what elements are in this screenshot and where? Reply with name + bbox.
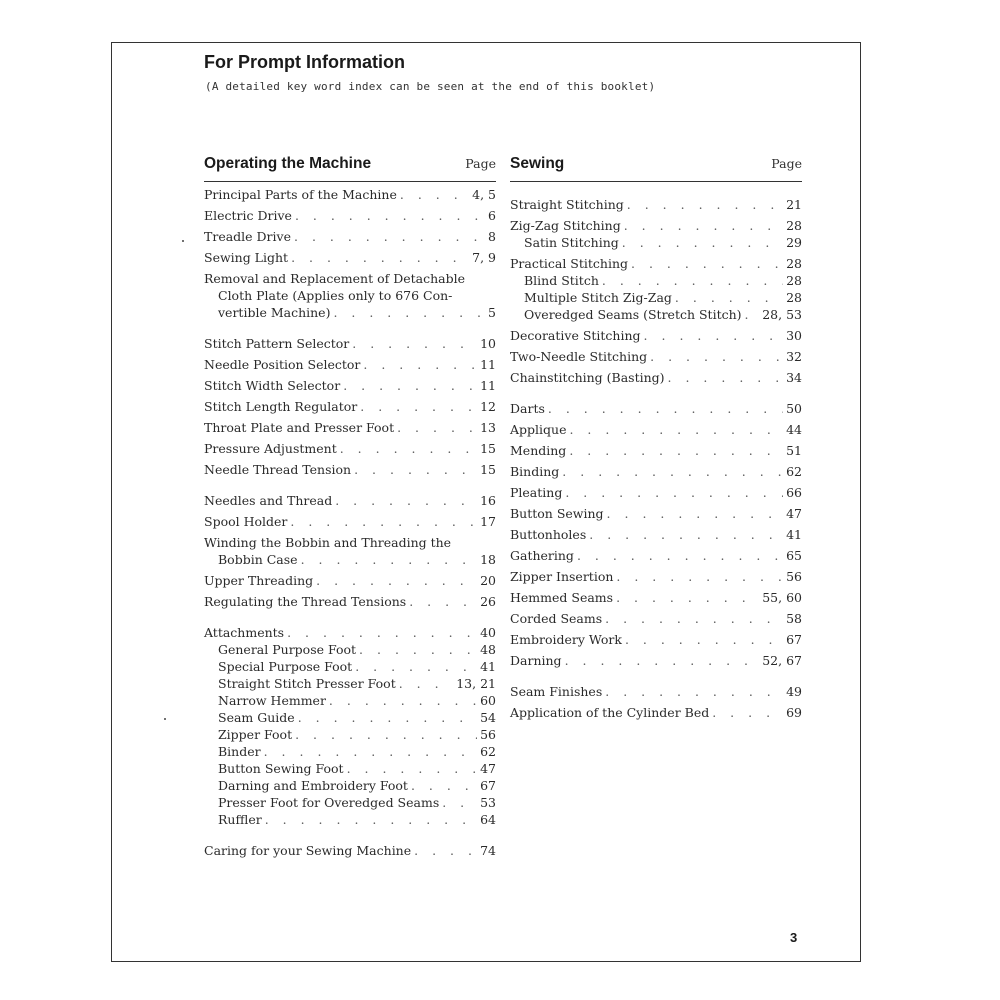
toc-entry	[204, 760, 496, 777]
toc-entry	[510, 306, 802, 323]
dot-leader	[340, 440, 477, 457]
toc-entry-line: Removal and Replacement of Detachable	[204, 271, 466, 286]
toc-entry-page: 52, 67	[762, 653, 802, 668]
toc-entry	[510, 272, 802, 289]
toc-entry	[510, 217, 802, 234]
toc-entry-page: 40	[480, 625, 496, 640]
toc-entry-title: Zipper Foot	[218, 727, 293, 742]
toc-entry	[204, 419, 496, 436]
toc-entry-line: Cloth Plate (Applies only to 676 Con-	[218, 288, 453, 303]
dot-leader	[301, 551, 478, 568]
toc-entry-title: Practical Stitching	[510, 256, 628, 271]
toc-entry-title: Treadle Drive	[204, 229, 291, 244]
toc-entry-page: 13, 21	[456, 676, 496, 691]
toc-entry-page: 54	[480, 710, 496, 725]
toc-entry	[204, 186, 496, 203]
toc-entry	[204, 811, 496, 828]
toc-entry	[510, 369, 802, 386]
dot-leader	[607, 505, 784, 522]
toc-entry-title: Two-Needle Stitching	[510, 349, 648, 364]
toc-entry-title: Button Sewing Foot	[218, 761, 344, 776]
dot-leader	[287, 624, 477, 641]
toc-entry-title: Pleating	[510, 485, 563, 500]
toc-entry-title: Zig-Zag Stitching	[510, 218, 621, 233]
toc-entry-title: Needle Thread Tension	[204, 462, 352, 477]
toc-entry-page: 49	[786, 684, 802, 699]
toc-entry-title: Hemmed Seams	[510, 590, 614, 605]
dot-leader	[625, 631, 783, 648]
toc-entry-title: Ruffler	[218, 812, 262, 827]
toc-entry	[510, 484, 802, 501]
dot-leader	[712, 704, 783, 721]
toc-entry-page: 56	[786, 569, 802, 584]
toc-entry-page: 15	[480, 462, 496, 477]
toc-entry-page: 10	[480, 336, 496, 351]
dot-leader	[360, 398, 477, 415]
toc-entry-title: Stitch Length Regulator	[204, 399, 358, 414]
toc-column-operating	[204, 155, 496, 859]
toc-entry-page: 28	[786, 256, 802, 271]
section-heading: Sewing	[510, 155, 565, 172]
dot-leader	[577, 547, 783, 564]
toc-entry	[204, 228, 496, 245]
toc-entry-page: 17	[480, 514, 496, 529]
toc-entry-title: Binder	[218, 744, 261, 759]
toc-entry	[204, 624, 496, 641]
dot-leader	[397, 419, 477, 436]
toc-entry-page: 6	[488, 208, 496, 223]
toc-entry-page: 66	[786, 485, 802, 500]
toc-column-sewing	[510, 155, 802, 721]
toc-entry-line: Winding the Bobbin and Threading the	[204, 535, 452, 550]
toc-entry	[510, 704, 802, 721]
toc-entry-title: vertible Machine)	[218, 305, 331, 320]
toc-entry	[204, 398, 496, 415]
toc-entry-line	[204, 304, 496, 321]
toc-entry	[510, 610, 802, 627]
dot-leader	[602, 272, 783, 289]
dot-leader	[399, 675, 454, 692]
toc-entry	[204, 207, 496, 224]
toc-entry	[510, 400, 802, 417]
dot-leader	[355, 658, 477, 675]
toc-entry	[510, 526, 802, 543]
dot-leader	[298, 709, 477, 726]
toc-entry	[510, 652, 802, 669]
toc-entry	[510, 589, 802, 606]
toc-entry-page: 20	[480, 573, 496, 588]
toc-entry-title: Applique	[510, 422, 567, 437]
toc-list	[204, 186, 496, 859]
dot-leader	[548, 400, 783, 417]
dot-leader	[363, 356, 477, 373]
section-heading: Operating the Machine	[204, 155, 372, 172]
toc-entry	[204, 534, 496, 568]
toc-entry	[204, 440, 496, 457]
toc-entry	[204, 249, 496, 266]
dot-leader	[295, 726, 477, 743]
toc-entry-page: 65	[786, 548, 802, 563]
toc-entry-page: 15	[480, 441, 496, 456]
toc-entry-title: Straight Stitch Presser Foot	[218, 676, 396, 691]
toc-entry	[204, 777, 496, 794]
toc-entry-page: 29	[786, 235, 802, 250]
toc-entry-title: Regulating the Thread Tensions	[204, 594, 407, 609]
toc-entry-title: Buttonholes	[510, 527, 587, 542]
toc-entry-title: Narrow Hemmer	[218, 693, 326, 708]
dot-leader	[622, 234, 783, 251]
toc-entry-page: 67	[786, 632, 802, 647]
toc-entry-page: 74	[480, 843, 496, 858]
toc-entry-title: Darning and Embroidery Foot	[218, 778, 408, 793]
toc-entry-page: 41	[786, 527, 802, 542]
dot-leader	[329, 692, 477, 709]
toc-entry-title: Seam Finishes	[510, 684, 603, 699]
dot-leader	[409, 593, 477, 610]
toc-entry-title: Caring for your Sewing Machine	[204, 843, 412, 858]
toc-entry-page: 11	[480, 357, 496, 372]
toc-entry	[204, 675, 496, 692]
toc-entry	[510, 442, 802, 459]
toc-entry-title: Corded Seams	[510, 611, 603, 626]
dot-leader	[354, 461, 477, 478]
dot-leader	[644, 327, 784, 344]
dot-leader	[352, 335, 477, 352]
toc-entry-page: 56	[480, 727, 496, 742]
dot-leader	[745, 306, 760, 323]
toc-entry-title: Darts	[510, 401, 545, 416]
page-column-label: Page	[465, 156, 496, 171]
toc-entry-title: Seam Guide	[218, 710, 295, 725]
dot-leader	[650, 348, 783, 365]
toc-entry-title: Satin Stitching	[524, 235, 619, 250]
toc-entry	[510, 327, 802, 344]
toc-entry-title: General Purpose Foot	[218, 642, 357, 657]
toc-entry	[510, 196, 802, 213]
toc-entry-page: 8	[488, 229, 496, 244]
dot-leader	[264, 743, 477, 760]
toc-entry-page: 11	[480, 378, 496, 393]
toc-entry-page: 55, 60	[762, 590, 802, 605]
toc-entry	[510, 547, 802, 564]
toc-entry-title: Pressure Adjustment	[204, 441, 337, 456]
toc-entry-title: Upper Threading	[204, 573, 314, 588]
toc-entry-page: 32	[786, 349, 802, 364]
toc-entry-page: 58	[786, 611, 802, 626]
toc-entry-page: 47	[480, 761, 496, 776]
toc-entry	[510, 683, 802, 700]
dot-leader	[616, 568, 783, 585]
toc-entry-page: 5	[488, 305, 496, 320]
toc-entry-title: Attachments	[204, 625, 285, 640]
dot-leader	[411, 777, 477, 794]
toc-entry-title: Multiple Stitch Zig-Zag	[524, 290, 672, 305]
dot-leader	[414, 842, 477, 859]
page-column-label: Page	[771, 156, 802, 171]
toc-entry-page: 12	[480, 399, 496, 414]
toc-entry	[510, 255, 802, 272]
toc-entry-title: Mending	[510, 443, 567, 458]
toc-entry-title: Principal Parts of the Machine	[204, 187, 397, 202]
toc-entry	[204, 270, 496, 321]
toc-entry	[204, 593, 496, 610]
toc-entry-page: 51	[786, 443, 802, 458]
toc-entry-title: Blind Stitch	[524, 273, 599, 288]
toc-entry-page: 30	[786, 328, 802, 343]
toc-entry-line	[204, 551, 496, 568]
toc-entry-title: Chainstitching (Basting)	[510, 370, 665, 385]
toc-entry-title: Zipper Insertion	[510, 569, 614, 584]
toc-entry-page: 53	[480, 795, 496, 810]
toc-entry-page: 28	[786, 290, 802, 305]
toc-entry	[510, 289, 802, 306]
dot-leader	[569, 442, 783, 459]
toc-entry	[204, 726, 496, 743]
toc-entry	[204, 692, 496, 709]
toc-entry-page: 21	[786, 197, 802, 212]
toc-entry-page: 62	[786, 464, 802, 479]
toc-entry-title: Bobbin Case	[218, 552, 298, 567]
toc-entry-page: 50	[786, 401, 802, 416]
toc-entry-page: 69	[786, 705, 802, 720]
dot-leader	[316, 572, 477, 589]
toc-entry	[204, 794, 496, 811]
toc-entry	[204, 335, 496, 352]
dot-leader	[627, 196, 783, 213]
toc-entry-page: 7, 9	[472, 250, 496, 265]
dot-leader	[668, 369, 784, 386]
toc-entry	[510, 463, 802, 480]
scan-speck	[182, 240, 184, 242]
toc-entry	[204, 377, 496, 394]
dot-leader	[589, 526, 783, 543]
toc-entry-page: 28, 53	[762, 307, 802, 322]
toc-entry-page: 62	[480, 744, 496, 759]
dot-leader	[290, 513, 477, 530]
dot-leader	[347, 760, 478, 777]
toc-list	[510, 196, 802, 721]
toc-entry-page: 18	[480, 552, 496, 567]
toc-entry-page: 48	[480, 642, 496, 657]
toc-entry-page: 67	[480, 778, 496, 793]
toc-entry-title: Gathering	[510, 548, 574, 563]
toc-entry-title: Electric Drive	[204, 208, 292, 223]
toc-entry-title: Sewing Light	[204, 250, 289, 265]
toc-entry-title: Spool Holder	[204, 514, 288, 529]
dot-leader	[565, 484, 783, 501]
toc-entry-page: 16	[480, 493, 496, 508]
dot-leader	[624, 217, 783, 234]
toc-entry	[204, 492, 496, 509]
toc-entry-title: Application of the Cylinder Bed	[510, 705, 710, 720]
toc-entry-title: Darning	[510, 653, 562, 668]
toc-entry	[510, 234, 802, 251]
toc-entry	[510, 505, 802, 522]
column-header	[510, 155, 802, 182]
toc-entry-page: 13	[480, 420, 496, 435]
toc-entry	[204, 461, 496, 478]
toc-entry	[510, 568, 802, 585]
dot-leader	[295, 207, 485, 224]
toc-entry-page: 60	[480, 693, 496, 708]
toc-entry-title: Button Sewing	[510, 506, 604, 521]
dot-leader	[675, 289, 783, 306]
dot-leader	[569, 421, 783, 438]
toc-entry-page: 47	[786, 506, 802, 521]
toc-entry	[510, 631, 802, 648]
toc-entry-title: Special Purpose Foot	[218, 659, 353, 674]
toc-entry	[204, 572, 496, 589]
toc-entry-page: 26	[480, 594, 496, 609]
toc-entry-page: 28	[786, 218, 802, 233]
toc-entry-page: 44	[786, 422, 802, 437]
toc-entry	[204, 842, 496, 859]
scan-speck	[164, 718, 166, 720]
toc-entry-title: Throat Plate and Presser Foot	[204, 420, 395, 435]
toc-entry	[204, 356, 496, 373]
toc-entry	[204, 513, 496, 530]
toc-entry-page: 34	[786, 370, 802, 385]
page-subtitle: (A detailed key word index can be seen at the end of this booklet)	[205, 80, 656, 93]
toc-entry-title: Overedged Seams (Stretch Stitch)	[524, 307, 742, 322]
dot-leader	[605, 683, 783, 700]
dot-leader	[616, 589, 759, 606]
toc-entry-page: 41	[480, 659, 496, 674]
toc-entry-page: 4, 5	[472, 187, 496, 202]
dot-leader	[565, 652, 760, 669]
dot-leader	[343, 377, 477, 394]
toc-entry	[204, 743, 496, 760]
toc-entry	[204, 641, 496, 658]
dot-leader	[294, 228, 485, 245]
toc-entry-page: 64	[480, 812, 496, 827]
dot-leader	[359, 641, 477, 658]
toc-entry-title: Needle Position Selector	[204, 357, 361, 372]
toc-entry-title: Straight Stitching	[510, 197, 624, 212]
toc-entry	[510, 421, 802, 438]
toc-entry-title: Binding	[510, 464, 560, 479]
dot-leader	[333, 304, 485, 321]
toc-entry-title: Decorative Stitching	[510, 328, 641, 343]
dot-leader	[605, 610, 783, 627]
dot-leader	[291, 249, 469, 266]
dot-leader	[265, 811, 477, 828]
dot-leader	[400, 186, 469, 203]
toc-entry-title: Needles and Thread	[204, 493, 333, 508]
page-title: For Prompt Information	[204, 52, 405, 72]
toc-entry	[510, 348, 802, 365]
dot-leader	[442, 794, 477, 811]
dot-leader	[562, 463, 783, 480]
toc-entry	[204, 709, 496, 726]
toc-entry-title: Presser Foot for Overedged Seams	[218, 795, 440, 810]
page-number: 3	[790, 930, 798, 945]
toc-entry-title: Stitch Pattern Selector	[204, 336, 350, 351]
toc-entry-title: Embroidery Work	[510, 632, 622, 647]
toc-entry-page: 28	[786, 273, 802, 288]
dot-leader	[631, 255, 783, 272]
column-header	[204, 155, 496, 182]
dot-leader	[335, 492, 477, 509]
toc-entry	[204, 658, 496, 675]
toc-entry-title: Stitch Width Selector	[204, 378, 341, 393]
